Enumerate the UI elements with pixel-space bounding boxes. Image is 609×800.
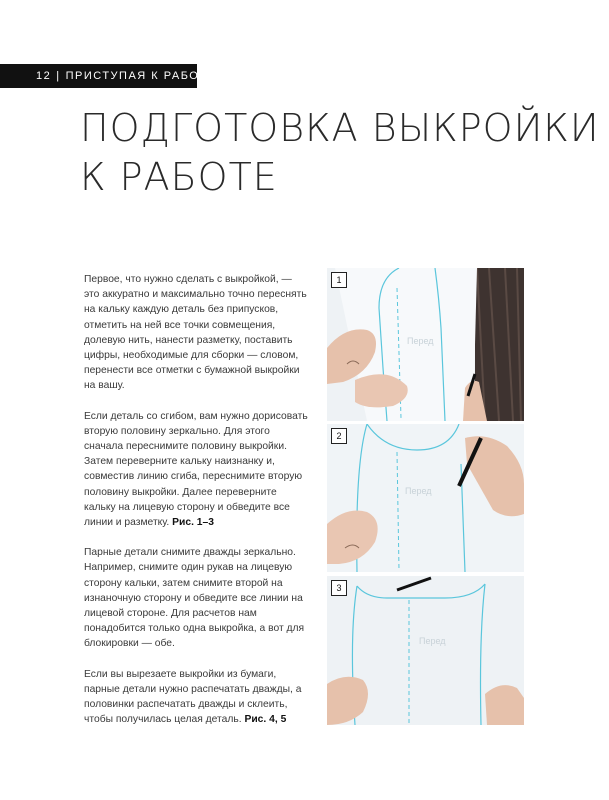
page-number: 12 [36, 70, 52, 82]
photo-1-label: Перед [407, 336, 434, 346]
photo-2-label: Перед [405, 486, 432, 496]
figure-number-1: 1 [331, 272, 347, 288]
photo-1-illustration [327, 268, 524, 421]
figure-number-3: 3 [331, 580, 347, 596]
photo-3-illustration [327, 576, 524, 725]
photo-3 [327, 576, 524, 725]
figure-ref-1-3: Рис. 1–3 [172, 517, 214, 529]
paragraph-2-text: Если деталь со сгибом, вам нужно дорисовать вторую половину зеркально. Для этого сначала переснимите половину выкройки. Затем переверните кальку наизнанку и, совместив линию сгиба, переснимите вторую половину выкройки. Далее переверните кальку на лицевую сторону и обведите все линии и разметку. [84, 410, 308, 529]
title-line-1: ПОДГОТОВКА ВЫКРОЙКИ [80, 106, 600, 150]
photo-2 [327, 424, 524, 572]
photo-1 [327, 268, 524, 421]
paragraph-4-text: Если вы вырезаете выкройки из бумаги, парные детали нужно распечатать дважды, а половинки распечатать дважды и склеить, чтобы получилась целая деталь. [84, 668, 302, 726]
photo-3-label: Перед [419, 636, 446, 646]
figure-ref-4-5: Рис. 4, 5 [244, 714, 287, 726]
running-header [0, 64, 217, 88]
paragraph-2 [84, 409, 309, 531]
paragraph-1-text: Первое, что нужно сделать с выкройкой, — это аккуратно и максимально точно переснять на кальку каждую деталь без припусков, отметить на ней все точки совмещения, долевую нить, нанести разметку, поставить цифры, необходимые для сборки — словом, перенести все отметки с бумажной выкройки на вашу. [84, 274, 307, 392]
page-title [80, 104, 600, 202]
figure-number-2: 2 [331, 428, 347, 444]
photo-2-illustration [327, 424, 524, 572]
title-line-2: К РАБОТЕ [80, 155, 278, 199]
paragraph-3 [84, 545, 309, 651]
section-title: ПРИСТУПАЯ К РАБОТЕ [65, 70, 217, 82]
header-separator: | [56, 70, 61, 82]
paragraph-3-text: Парные детали снимите дважды зеркально. Например, снимите один рукав на лицевую сторону кальки, затем снимите второй на изнаночную сторону и обведите все линии на лицевой стороне. Для расчетов нам понадобится только одна выкройка, а вот для блокировки — обе. [84, 547, 305, 650]
paragraph-4 [84, 667, 309, 728]
paragraph-1 [84, 272, 309, 394]
body-text [84, 272, 309, 742]
